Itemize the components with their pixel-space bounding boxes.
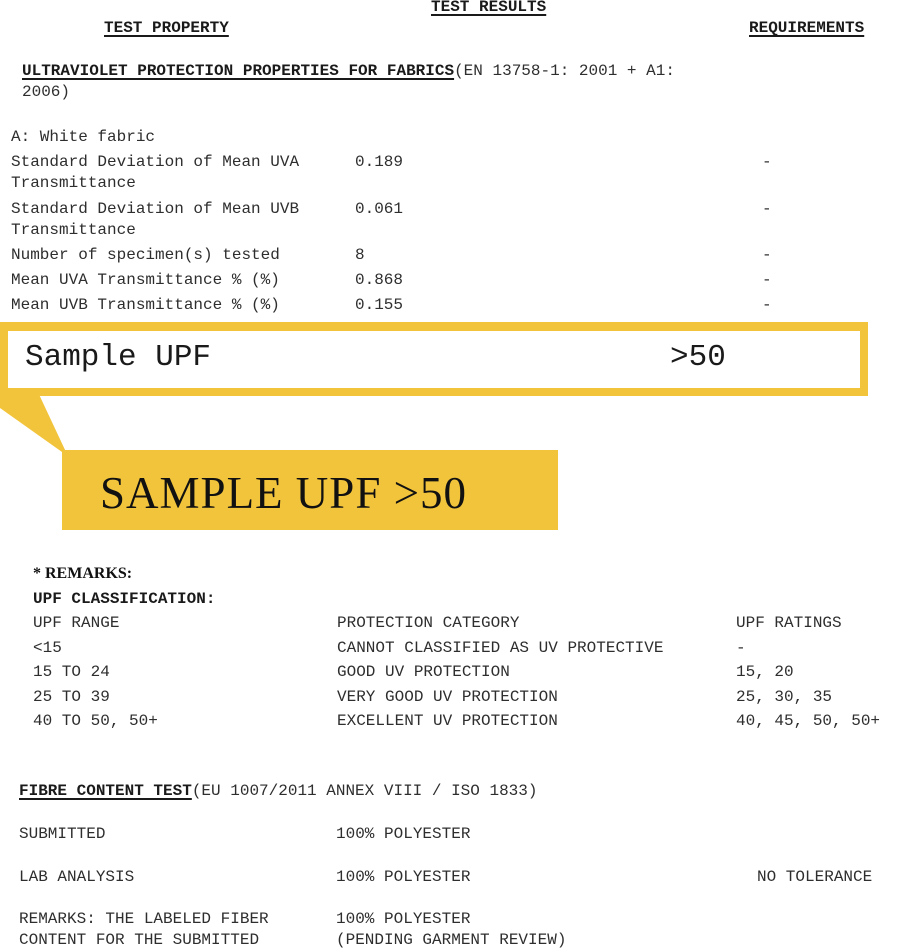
requirements-heading: REQUIREMENTS <box>749 19 865 37</box>
fibre-section-title-line <box>19 782 537 800</box>
uv-row-label: Standard Deviation of Mean UVA <box>11 153 300 171</box>
upf-classification-title: UPF CLASSIFICATION: <box>33 590 216 608</box>
column-header-upf-range: UPF RANGE <box>33 614 120 632</box>
callout-pointer <box>0 388 70 452</box>
classification-rating: - <box>736 639 746 657</box>
column-header-upf-ratings: UPF RATINGS <box>736 614 842 632</box>
uv-row-value: 8 <box>355 246 365 264</box>
uv-row-label-cont: Transmittance <box>11 221 136 239</box>
uv-row-label: Standard Deviation of Mean UVB <box>11 200 300 218</box>
fibre-row-value: 100% POLYESTER <box>336 825 471 843</box>
classification-category: GOOD UV PROTECTION <box>337 663 510 681</box>
fibre-row-label-cont: CONTENT FOR THE SUBMITTED <box>19 931 260 949</box>
test-results-heading: TEST RESULTS <box>431 0 547 16</box>
classification-range: 15 TO 24 <box>33 663 110 681</box>
uv-row-requirement: - <box>762 271 772 289</box>
uv-row-label: Mean UVB Transmittance % (%) <box>11 296 280 314</box>
uv-row-requirement: - <box>762 153 772 171</box>
fibre-row-value: 100% POLYESTER <box>336 868 471 886</box>
sample-upf-value: >50 <box>670 340 726 375</box>
uv-section-standard: (EN 13758-1: 2001 + A1: <box>454 62 675 80</box>
classification-range: <15 <box>33 639 62 657</box>
classification-rating: 25, 30, 35 <box>736 688 833 706</box>
sample-label: A: White fabric <box>11 128 156 146</box>
fibre-row-label: LAB ANALYSIS <box>19 868 135 886</box>
uv-row-label-cont: Transmittance <box>11 174 136 192</box>
classification-range: 25 TO 39 <box>33 688 110 706</box>
uv-row-requirement: - <box>762 296 772 314</box>
uv-section-standard-cont: 2006) <box>22 83 71 101</box>
fibre-section-standard: (EU 1007/2011 ANNEX VIII / ISO 1833) <box>191 782 538 800</box>
callout-text: SAMPLE UPF >50 <box>100 468 467 518</box>
uv-section-title: ULTRAVIOLET PROTECTION PROPERTIES FOR FABRICS <box>22 62 455 80</box>
column-header-protection-category: PROTECTION CATEGORY <box>337 614 520 632</box>
fibre-section-title: FIBRE CONTENT TEST <box>19 782 192 800</box>
uv-row-value: 0.868 <box>355 271 404 289</box>
uv-row-value: 0.061 <box>355 200 404 218</box>
sample-upf-label: Sample UPF <box>25 340 212 375</box>
uv-row-requirement: - <box>762 246 772 264</box>
uv-section-title-line <box>22 62 675 80</box>
fibre-row-requirement: NO TOLERANCE <box>757 868 873 886</box>
classification-range: 40 TO 50, 50+ <box>33 712 158 730</box>
fibre-row-value: 100% POLYESTER <box>336 910 471 928</box>
uv-row-requirement: - <box>762 200 772 218</box>
fibre-row-value-cont: (PENDING GARMENT REVIEW) <box>336 931 567 949</box>
classification-category: VERY GOOD UV PROTECTION <box>337 688 558 706</box>
classification-rating: 15, 20 <box>736 663 794 681</box>
classification-category: CANNOT CLASSIFIED AS UV PROTECTIVE <box>337 639 664 657</box>
classification-rating: 40, 45, 50, 50+ <box>736 712 881 730</box>
classification-category: EXCELLENT UV PROTECTION <box>337 712 558 730</box>
remarks-title: * REMARKS: <box>33 565 133 582</box>
fibre-row-label: REMARKS: THE LABELED FIBER <box>19 910 269 928</box>
uv-row-label: Mean UVA Transmittance % (%) <box>11 271 280 289</box>
uv-row-value: 0.189 <box>355 153 404 171</box>
uv-row-value: 0.155 <box>355 296 404 314</box>
test-property-heading: TEST PROPERTY <box>104 19 229 37</box>
uv-row-label: Number of specimen(s) tested <box>11 246 280 264</box>
fibre-row-label: SUBMITTED <box>19 825 106 843</box>
